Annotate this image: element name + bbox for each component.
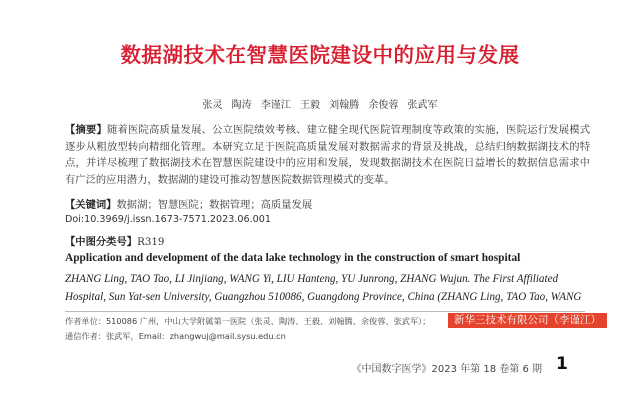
corresponding-author-footnote: 通信作者：张武军，Email：zhangwuj@mail.sysu.edu.cn [65, 331, 286, 341]
journal-info: 《中国数字医学》2023 年第 18 卷第 6 期 [351, 364, 542, 375]
english-title: Application and development of the data lake technology in the construction of smart hospital [65, 252, 521, 264]
watermark-stamp: 新华三技术有限公司（李谨江） [448, 313, 607, 328]
keywords-label: 【关键词】 [65, 199, 117, 211]
article-title: 数据湖技术在智慧医院建设中的应用与发展 [120, 43, 520, 67]
english-authors: ZHANG Ling, TAO Tao, LI Jinjiang, WANG Yi, LIU Hanteng, YU Junrong, ZHANG Wujun. The First Affiliated Hospital, Sun Yat-sen University, Guangzhou 510086, Guangdong Province, China (ZHANG Ling, TAO Tao, WANG [65, 273, 582, 303]
keywords-text: 数据湖；智慧医院；数据管理；高质量发展 [116, 199, 313, 211]
classification-number [65, 233, 165, 248]
abstract-label: 【摘要】 [65, 124, 108, 136]
author-list: 张灵 陶涛 李谨江 王毅 刘翰腾 余俊蓉 张武军 [202, 100, 438, 111]
classification-value: R319 [137, 236, 165, 248]
abstract-text: 随着医院高质量发展、公立医院绩效考核、建立健全现代医院管理制度等政策的实施，医院运行发展模式逐步从粗放型转向精细化管理。本研究立足于医院高质量发展对数据需求的背景及挑战，总结归纳数据湖技术的特点，并详尽梳理了数据湖技术在智慧医院建设中的应用和发展，发现数据湖技术在医院日益增长的数据信息需求中有广泛的应用潜力，数据湖的建设可推动智慧医院数据管理模式的变革。 [65, 124, 591, 186]
page-number: 1 [556, 354, 568, 374]
doi: Doi:10.3969/j.issn.1673-7571.2023.06.001 [65, 214, 271, 225]
author-affiliation-footnote: 作者单位：510086 广州，中山大学附属第一医院（张灵、陶涛、王毅、刘翰腾、余俊蓉、张武军）； [65, 316, 431, 326]
keywords [65, 196, 312, 211]
footnote-divider [65, 311, 585, 312]
classification-label: 【中图分类号】 [65, 236, 138, 248]
abstract [65, 122, 590, 188]
